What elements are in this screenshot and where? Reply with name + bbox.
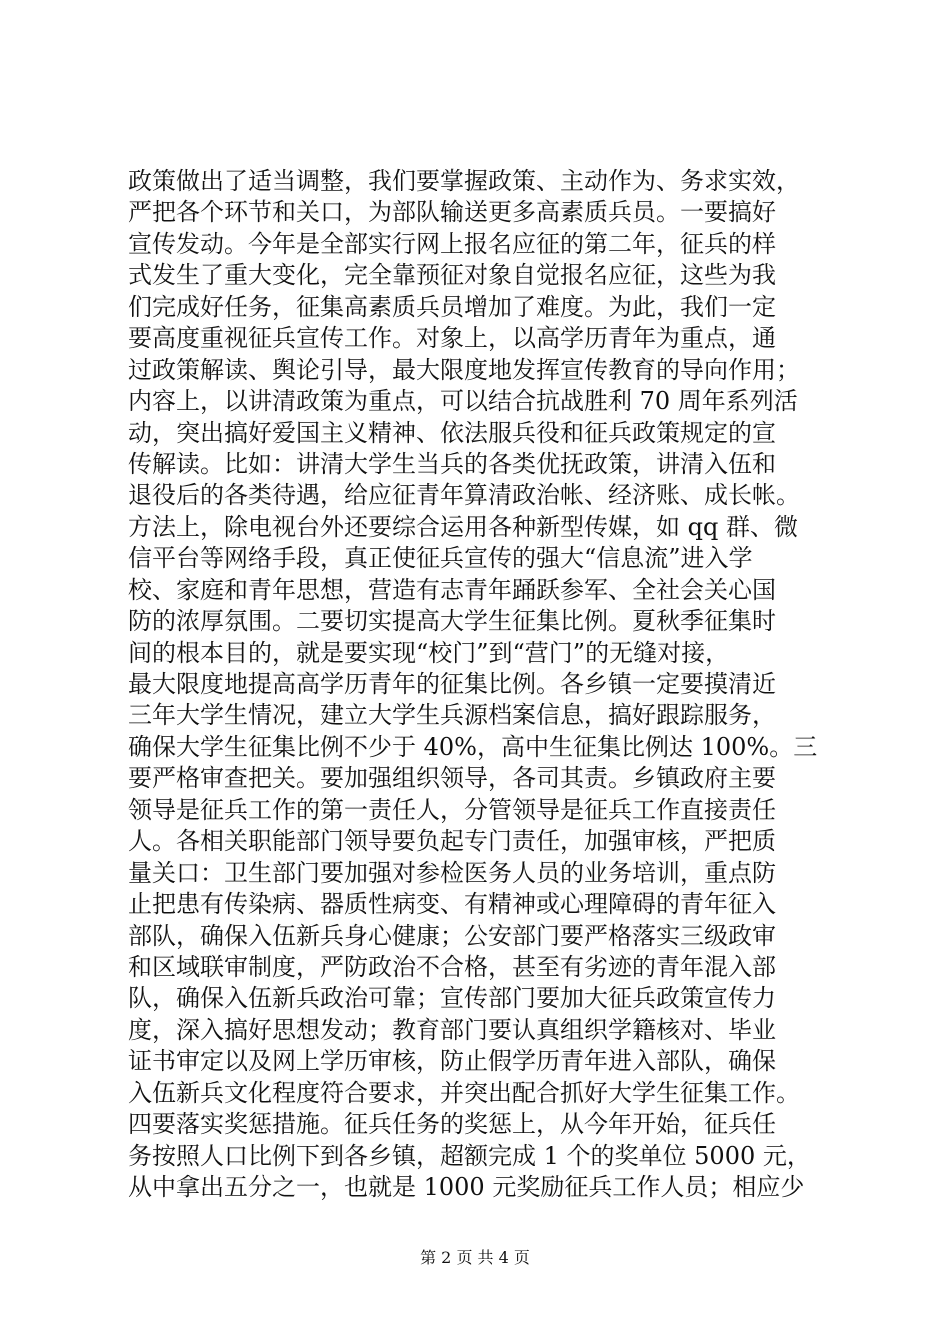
text-line: 量关口：卫生部门要加强对参检医务人员的业务培训，重点防 <box>128 858 776 887</box>
text-line: 严把各个环节和关口，为部队输送更多高素质兵员。一要搞好 <box>128 198 776 227</box>
text-line: 校、家庭和青年思想，营造有志青年踊跃参军、全社会关心国 <box>128 575 776 604</box>
text-line: 方法上，除电视台外还要综合运用各种新型传媒，如 qq 群、微 <box>128 512 798 541</box>
text-line: 政策做出了适当调整，我们要掌握政策、主动作为、务求实效， <box>128 167 800 195</box>
text-line: 部队，确保入伍新兵身心健康；公安部门要严格落实三级政审 <box>128 921 776 950</box>
text-line: 们完成好任务，征集高素质兵员增加了难度。为此，我们一定 <box>128 292 776 321</box>
text-line: 入伍新兵文化程度符合要求，并突出配合抓好大学生征集工作。 <box>128 1078 800 1107</box>
page-footer: 第 2 页 共 4 页 <box>420 1248 530 1267</box>
text-line: 确保大学生征集比例不少于 40%，高中生征集比例达 100%。三 <box>128 732 818 761</box>
text-line: 和区域联审制度，严防政治不合格，甚至有劣迹的青年混入部 <box>128 952 776 981</box>
text-line: 从中拿出五分之一，也就是 1000 元奖励征兵工作人员；相应少 <box>128 1173 805 1201</box>
text-line: 要严格审查把关。要加强组织领导，各司其责。乡镇政府主要 <box>128 764 776 793</box>
text-line: 止把患有传染病、器质性病变、有精神或心理障碍的青年征入 <box>128 890 776 919</box>
text-line: 间的根本目的，就是要实现“校门”到“营门”的无缝对接， <box>128 638 730 667</box>
text-line: 四要落实奖惩措施。征兵任务的奖惩上，从今年开始，征兵任 <box>128 1110 776 1139</box>
text-line: 三年大学生情况，建立大学生兵源档案信息，搞好跟踪服务， <box>128 701 776 730</box>
text-line: 要高度重视征兵宣传工作。对象上，以高学历青年为重点，通 <box>128 324 776 353</box>
text-line: 过政策解读、舆论引导，最大限度地发挥宣传教育的导向作用； <box>128 355 800 384</box>
text-line: 证书审定以及网上学历审核，防止假学历青年进入部队，确保 <box>128 1047 776 1076</box>
text-line: 队，确保入伍新兵政治可靠；宣传部门要加大征兵政策宣传力 <box>128 984 776 1013</box>
body-paragraph <box>128 166 858 1203</box>
text-line: 式发生了重大变化，完全靠预征对象自觉报名应征，这些为我 <box>128 261 776 290</box>
text-line: 信平台等网络手段，真正使征兵宣传的强大“信息流”进入学 <box>128 544 753 573</box>
text-line: 人。各相关职能部门领导要负起专门责任，加强审核，严把质 <box>128 827 776 856</box>
text-line: 最大限度地提高高学历青年的征集比例。各乡镇一定要摸清近 <box>128 670 776 698</box>
text-line: 度，深入搞好思想发动；教育部门要认真组织学籍核对、毕业 <box>128 1015 776 1044</box>
text-line: 领导是征兵工作的第一责任人，分管领导是征兵工作直接责任 <box>128 795 776 824</box>
text-line: 退役后的各类待遇，给应征青年算清政治帐、经济账、成长帐。 <box>128 481 800 510</box>
text-line: 务按照人口比例下到各乡镇，超额完成 1 个的奖单位 5000 元， <box>128 1141 811 1170</box>
text-line: 内容上，以讲清政策为重点，可以结合抗战胜利 70 周年系列活 <box>128 387 798 416</box>
text-line: 传解读。比如：讲清大学生当兵的各类优抚政策，讲清入伍和 <box>128 449 776 478</box>
text-line: 宣传发动。今年是全部实行网上报名应征的第二年，征兵的样 <box>128 229 776 258</box>
text-line: 动，突出搞好爱国主义精神、依法服兵役和征兵政策规定的宣 <box>128 418 776 447</box>
text-line: 防的浓厚氛围。二要切实提高大学生征集比例。夏秋季征集时 <box>128 607 776 636</box>
